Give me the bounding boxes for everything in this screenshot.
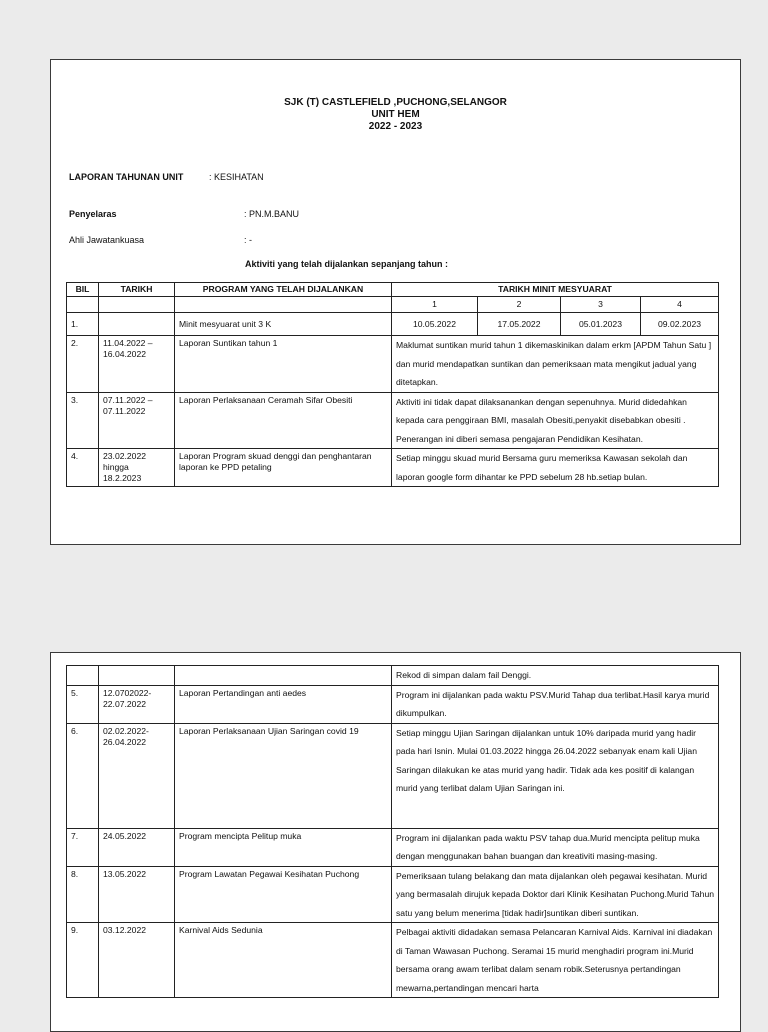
table-row <box>67 685 719 723</box>
meeting-date-4: 09.02.2023 <box>641 313 719 336</box>
table-row <box>67 313 719 336</box>
row-tarikh: 23.02.2022 hingga 18.2.2023 <box>99 449 175 487</box>
row-bil: 9. <box>67 923 99 998</box>
report-title-value: : KESIHATAN <box>209 172 264 182</box>
row-bil: 5. <box>67 685 99 723</box>
row-bil <box>67 666 99 686</box>
col-header-meeting-3: 3 <box>561 297 641 313</box>
row-bil: 8. <box>67 866 99 923</box>
row-program: Laporan Perlaksanaan Ujian Saringan covid 19 <box>175 723 392 828</box>
row-tarikh: 24.05.2022 <box>99 828 175 866</box>
row-tarikh <box>99 666 175 686</box>
col-header-minit: TARIKH MINIT MESYUARAT <box>392 283 719 297</box>
table-row <box>67 866 719 923</box>
row-tarikh: 03.12.2022 <box>99 923 175 998</box>
row-details: Setiap minggu Ujian Saringan dijalankan untuk 10% daripada murid yang hadir pada hari Isnin. Mulai 01.03.2022 hingga 26.04.2022 sebanyak enam kali Ujian Saringan dilakukan ke atas murid yang hadir. Tidak ada kes positif di kalangan murid yang terlibat dalam Ujian Saringan ini. <box>392 723 719 828</box>
report-year: 2022 - 2023 <box>368 121 423 132</box>
coordinator-label: Penyelaras <box>69 209 117 219</box>
row-bil: 6. <box>67 723 99 828</box>
table-row <box>67 392 719 449</box>
col-header-bil: BIL <box>67 283 99 297</box>
row-program: Minit mesyuarat unit 3 K <box>175 313 392 336</box>
activities-heading: Aktiviti yang telah dijalankan sepanjang tahun : <box>245 259 449 269</box>
row-program: Laporan Perlaksanaan Ceramah Sifar Obesiti <box>175 392 392 449</box>
table-row <box>67 923 719 998</box>
row-details: Program ini dijalankan pada waktu PSV.Murid Tahap dua terlibat.Hasil karya murid dikumpulkan. <box>392 685 719 723</box>
row-details: Aktiviti ini tidak dapat dilaksanankan dengan sepenuhnya. Murid didedahkan kepada cara penggiraan BMI, masalah Obesiti,penyakit disebabkan obesiti . Penerangan ini diberi semasa pengajaran Pendidikan Kesihatan. <box>392 392 719 449</box>
row-program: Laporan Pertandingan anti aedes <box>175 685 392 723</box>
row-tarikh: 13.05.2022 <box>99 866 175 923</box>
row-program: Karnival Aids Sedunia <box>175 923 392 998</box>
row-bil: 1. <box>67 313 99 336</box>
table-row <box>67 723 719 828</box>
col-header-program: PROGRAM YANG TELAH DIJALANKAN <box>175 283 392 297</box>
meeting-date-3: 05.01.2023 <box>561 313 641 336</box>
committee-value: : - <box>244 235 252 245</box>
meeting-date-2: 17.05.2022 <box>478 313 561 336</box>
row-bil: 7. <box>67 828 99 866</box>
col-header-meeting-4: 4 <box>641 297 719 313</box>
row-details: Program ini dijalankan pada waktu PSV tahap dua.Murid mencipta pelitup muka dengan menggunakan bahan buangan dan kreativiti masing-masing. <box>392 828 719 866</box>
meeting-date-1: 10.05.2022 <box>392 313 478 336</box>
document-page-1 <box>50 59 741 545</box>
table-subheader-row <box>67 297 719 313</box>
school-name: SJK (T) CASTLEFIELD ,PUCHONG,SELANGOR <box>284 97 507 108</box>
row-details: Pemeriksaan tulang belakang dan mata dijalankan oleh pegawai kesihatan. Murid yang bermasalah dirujuk kepada Doktor dari Klinik Kesihatan Puchong.Murid Tahun satu yang belum menerima [tidak hadir]suntikan diberi suntikan. <box>392 866 719 923</box>
row-program: Laporan Suntikan tahun 1 <box>175 336 392 393</box>
row-bil: 2. <box>67 336 99 393</box>
row-program: Program Lawatan Pegawai Kesihatan Puchong <box>175 866 392 923</box>
row-tarikh: 12.0702022- 22.07.2022 <box>99 685 175 723</box>
row-program: Program mencipta Pelitup muka <box>175 828 392 866</box>
activities-table <box>66 282 719 487</box>
document-page-2 <box>50 652 741 1032</box>
table-row-continuation <box>67 666 719 686</box>
col-header-meeting-2: 2 <box>478 297 561 313</box>
row-tarikh: 07.11.2022 – 07.11.2022 <box>99 392 175 449</box>
table-row <box>67 449 719 487</box>
row-details: Pelbagai aktiviti didadakan semasa Pelancaran Karnival Aids. Karnival ini diadakan di Taman Wawasan Puchong. Seramai 15 murid menghadiri program ini.Murid bersama orang awam terlibat dalam senam robik.Seterusnya pertandingan mewarna,pertandingan mencari harta <box>392 923 719 998</box>
col-header-meeting-1: 1 <box>392 297 478 313</box>
table-row <box>67 336 719 393</box>
activities-table-continued <box>66 665 719 998</box>
row-bil: 3. <box>67 392 99 449</box>
unit-name: UNIT HEM <box>371 109 420 120</box>
col-header-tarikh: TARIKH <box>99 283 175 297</box>
row-tarikh: 11.04.2022 – 16.04.2022 <box>99 336 175 393</box>
report-title-label: LAPORAN TAHUNAN UNIT <box>69 172 184 182</box>
row-details: Rekod di simpan dalam fail Denggi. <box>392 666 719 686</box>
row-bil: 4. <box>67 449 99 487</box>
row-program: Laporan Program skuad denggi dan penghantaran laporan ke PPD petaling <box>175 449 392 487</box>
row-details: Maklumat suntikan murid tahun 1 dikemaskinikan dalam erkm [APDM Tahun Satu ] dan murid mendapatkan suntikan dan pemeriksaan mata mengikut jadual yang ditetapkan. <box>392 336 719 393</box>
row-tarikh <box>99 313 175 336</box>
table-header-row <box>67 283 719 297</box>
committee-label: Ahli Jawatankuasa <box>69 235 145 245</box>
row-details: Setiap minggu skuad murid Bersama guru memeriksa Kawasan sekolah dan laporan google form dihantar ke PPD sebelum 28 hb.setiap bulan. <box>392 449 719 487</box>
table-row <box>67 828 719 866</box>
row-program <box>175 666 392 686</box>
row-tarikh: 02.02.2022- 26.04.2022 <box>99 723 175 828</box>
coordinator-value: : PN.M.BANU <box>244 209 300 219</box>
